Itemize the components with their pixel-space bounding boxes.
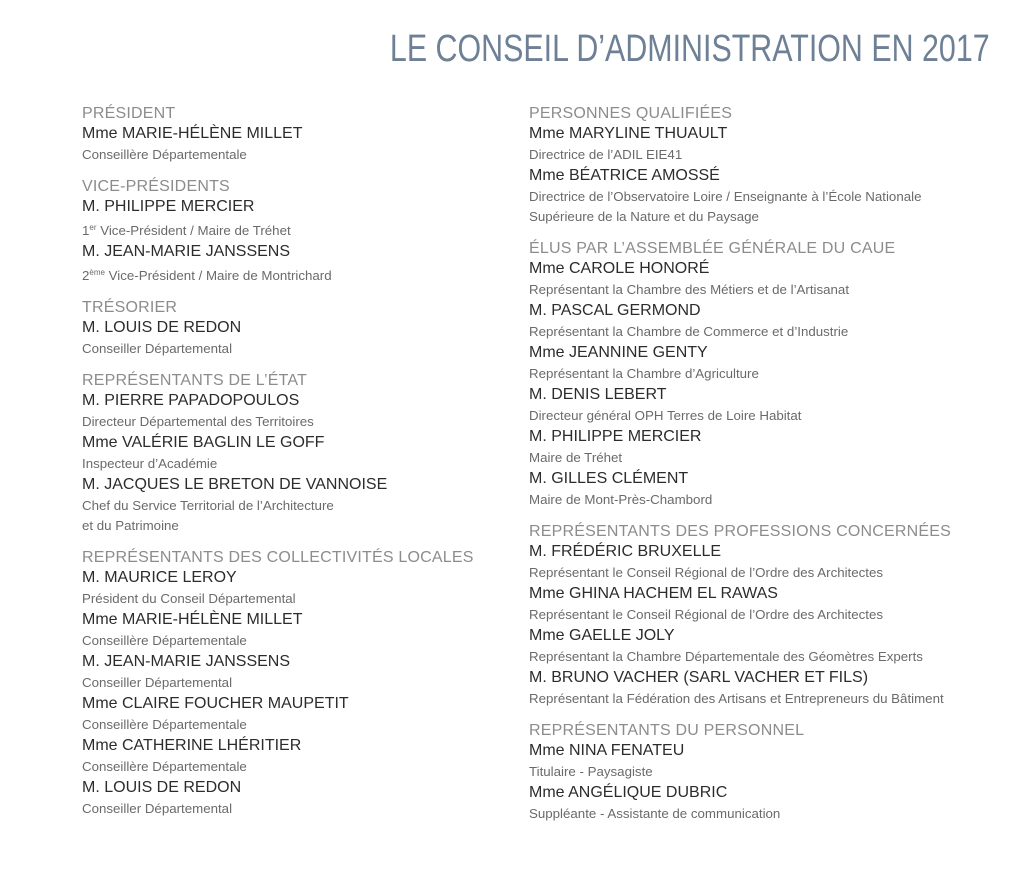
section-vice-presidents: [82, 177, 502, 286]
member-name: M. PHILIPPE MERCIER: [529, 428, 702, 445]
member-role: Conseiller Départemental: [82, 341, 233, 356]
member-name: M. PASCAL GERMOND: [529, 302, 701, 319]
member-name: Mme NINA FENATEU: [529, 742, 685, 759]
member-role: Représentant le Conseil Régional de l’Ordre des Architectes: [529, 607, 884, 622]
member-role: Représentant le Conseil Régional de l’Ordre des Architectes: [529, 565, 884, 580]
section-title: VICE-PRÉSIDENTS: [82, 178, 230, 195]
member-role: Représentant la Chambre de Commerce et d’Industrie: [529, 324, 849, 339]
member-name: Mme MARYLINE THUAULT: [529, 125, 728, 142]
member-name: M. DENIS LEBERT: [529, 386, 667, 403]
member-role: Conseillère Départementale: [82, 717, 247, 732]
section-representants-de-l-etat: [82, 371, 502, 536]
member-name: Mme CLAIRE FOUCHER MAUPETIT: [82, 695, 349, 712]
section-personnes-qualifiees: [529, 104, 1009, 227]
member-role: Représentant la Chambre Départementale des Géomètres Experts: [529, 649, 923, 664]
member-name: M. JEAN-MARIE JANSSENS: [82, 653, 291, 670]
member-role: Titulaire - Paysagiste: [529, 764, 653, 779]
member-role: Conseiller Départemental: [82, 675, 233, 690]
member-role: Inspecteur d’Académie: [82, 456, 218, 471]
member-name: M. PHILIPPE MERCIER: [82, 198, 255, 215]
member-role: Maire de Mont-Près-Chambord: [529, 492, 713, 507]
member-role: Maire de Tréhet: [529, 450, 623, 465]
section-title: REPRÉSENTANTS DE L’ÉTAT: [82, 372, 308, 389]
member-name: M. BRUNO VACHER (SARL VACHER ET FILS): [529, 669, 869, 686]
member-name: Mme JEANNINE GENTY: [529, 344, 708, 361]
member-name: Mme CATHERINE LHÉRITIER: [82, 737, 302, 754]
member-role: 1er Vice-Président / Maire de Tréhet: [82, 223, 291, 238]
member-role: 2ème Vice-Président / Maire de Montrichard: [82, 268, 332, 283]
member-role: Chef du Service Territorial de l’Architecture: [82, 498, 334, 513]
member-name: M. JEAN-MARIE JANSSENS: [82, 243, 291, 260]
member-role: Directeur Départemental des Territoires: [82, 414, 314, 429]
right-column: [529, 104, 1009, 836]
member-role: Représentant la Fédération des Artisans et Entrepreneurs du Bâtiment: [529, 691, 944, 706]
section-title: PERSONNES QUALIFIÉES: [529, 105, 733, 122]
section-representants-du-personnel: [529, 721, 1009, 824]
member-role: Conseillère Départementale: [82, 759, 247, 774]
member-role: Directeur général OPH Terres de Loire Habitat: [529, 408, 802, 423]
section-title: REPRÉSENTANTS DES PROFESSIONS CONCERNÉES: [529, 523, 951, 540]
member-role: Directrice de l’ADIL EIE41: [529, 147, 683, 162]
member-name: Mme MARIE-HÉLÈNE MILLET: [82, 611, 303, 628]
member-role: Conseillère Départementale: [82, 633, 247, 648]
section-tresorier: [82, 298, 502, 359]
member-name: Mme GHINA HACHEM EL RAWAS: [529, 585, 778, 602]
member-name: M. MAURICE LEROY: [82, 569, 237, 586]
section-title: TRÉSORIER: [82, 299, 178, 316]
member-name: M. LOUIS DE REDON: [82, 779, 242, 796]
member-role: Supérieure de la Nature et du Paysage: [529, 209, 759, 224]
member-name: Mme GAELLE JOLY: [529, 627, 675, 644]
member-role: Suppléante - Assistante de communication: [529, 806, 781, 821]
member-name: Mme MARIE-HÉLÈNE MILLET: [82, 125, 303, 142]
left-column: [82, 104, 502, 831]
section-title: REPRÉSENTANTS DU PERSONNEL: [529, 722, 805, 739]
member-role: et du Patrimoine: [82, 518, 179, 533]
member-name: Mme BÉATRICE AMOSSÉ: [529, 167, 720, 184]
section-representants-des-professions-concernees: [529, 522, 1009, 709]
member-role: Directrice de l’Observatoire Loire / Enseignante à l’École Nationale: [529, 189, 922, 204]
section-president: [82, 104, 502, 165]
member-name: M. JACQUES LE BRETON DE VANNOISE: [82, 476, 388, 493]
member-role: Conseillère Départementale: [82, 147, 247, 162]
member-name: M. PIERRE PAPADOPOULOS: [82, 392, 300, 409]
member-name: Mme ANGÉLIQUE DUBRIC: [529, 784, 728, 801]
member-name: Mme VALÉRIE BAGLIN LE GOFF: [82, 434, 325, 451]
member-role: Président du Conseil Départemental: [82, 591, 296, 606]
member-role: Conseiller Départemental: [82, 801, 233, 816]
member-role: Représentant la Chambre des Métiers et de l’Artisanat: [529, 282, 850, 297]
member-name: M. LOUIS DE REDON: [82, 319, 242, 336]
member-name: M. GILLES CLÉMENT: [529, 470, 689, 487]
page-title: LE CONSEIL D’ADMINISTRATION EN 2017: [390, 28, 990, 70]
member-role: Représentant la Chambre d’Agriculture: [529, 366, 759, 381]
section-representants-des-collectivites-locales: [82, 548, 502, 819]
section-title: ÉLUS PAR L’ASSEMBLÉE GÉNÉRALE DU CAUE: [529, 240, 896, 257]
section-title: REPRÉSENTANTS DES COLLECTIVITÉS LOCALES: [82, 549, 474, 566]
section-elus-par-l-assemblee-generale-du-caue: [529, 239, 1009, 510]
section-title: PRÉSIDENT: [82, 105, 176, 122]
member-name: M. FRÉDÉRIC BRUXELLE: [529, 543, 722, 560]
member-name: Mme CAROLE HONORÉ: [529, 260, 710, 277]
